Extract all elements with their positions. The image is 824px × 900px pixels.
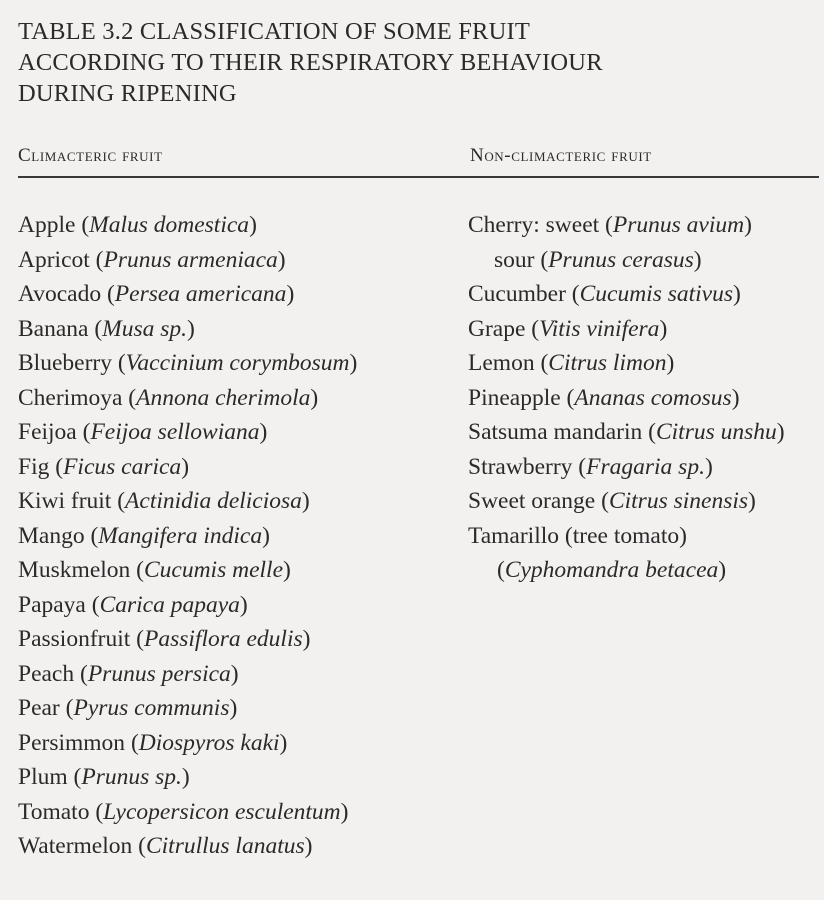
scientific-name: Feijoa sellowiana xyxy=(90,419,260,445)
fruit-entry: Pineapple (Ananas comosus) xyxy=(468,384,740,411)
scientific-name: Lycopersicon esculentum xyxy=(103,798,341,825)
scientific-name: Prunus armeniaca xyxy=(103,246,278,273)
fruit-entry: sour (Prunus cerasus) xyxy=(494,246,702,273)
scientific-name: Annona cherimola xyxy=(136,384,311,411)
fruit-entry: Peach (Prunus persica) xyxy=(18,660,239,687)
climacteric-column-header: Climacteric fruit xyxy=(18,145,163,166)
scientific-name: Citrus unshu xyxy=(655,419,777,445)
common-name: Satsuma mandarin xyxy=(468,419,643,445)
common-name: Plum xyxy=(18,764,68,790)
scientific-name: Cucumis melle xyxy=(143,557,283,583)
fruit-entry: Tamarillo (tree tomato) xyxy=(468,522,687,549)
fruit-entry: Passionfruit (Passiflora edulis) xyxy=(18,626,311,652)
scientific-name: Pyrus communis xyxy=(73,695,230,721)
common-name: Tamarillo xyxy=(468,522,560,549)
common-name: Peach xyxy=(18,660,75,687)
common-name: Tomato xyxy=(18,798,90,825)
fruit-entry: Cherimoya (Annona cherimola) xyxy=(18,384,319,411)
common-name: Mango xyxy=(18,522,85,549)
table-title-line: TABLE 3.2 CLASSIFICATION OF SOME FRUIT xyxy=(18,18,531,45)
common-name: Apricot xyxy=(18,246,90,273)
scientific-name: Musa sp. xyxy=(102,315,188,342)
scientific-name: Ananas comosus xyxy=(574,384,732,411)
common-name: Papaya xyxy=(18,591,86,618)
scientific-name: Ficus carica xyxy=(63,453,182,480)
fruit-entry: Apple (Malus domestica) xyxy=(18,212,257,238)
scientific-name: Persea americana xyxy=(114,281,287,307)
fruit-entry: Kiwi fruit (Actinidia deliciosa) xyxy=(18,488,310,514)
common-name: Passionfruit xyxy=(18,626,131,652)
common-name: Kiwi fruit xyxy=(18,488,112,514)
fruit-entry: Persimmon (Diospyros kaki) xyxy=(18,729,288,756)
header-rule xyxy=(18,176,819,178)
scientific-name: Citrullus lanatus xyxy=(145,833,305,859)
fruit-entry: Papaya (Carica papaya) xyxy=(18,591,248,618)
scientific-name: Prunus cerasus xyxy=(548,246,694,273)
fruit-entry: (Cyphomandra betacea) xyxy=(497,557,727,583)
fruit-entry: Feijoa (Feijoa sellowiana) xyxy=(18,419,268,445)
fruit-entry: Grape (Vitis vinifera) xyxy=(468,315,668,342)
scientific-name: Actinidia deliciosa xyxy=(125,488,302,514)
common-name: Avocado xyxy=(18,281,102,307)
common-name: Strawberry xyxy=(468,453,573,480)
fruit-entry: Apricot (Prunus armeniaca) xyxy=(18,246,286,273)
scientific-name: Mangifera indica xyxy=(98,522,263,549)
common-name: Cherimoya xyxy=(18,384,123,411)
scientific-name: Cyphomandra betacea xyxy=(504,557,719,583)
scientific-name: Fragaria sp. xyxy=(586,453,705,480)
common-name: Grape xyxy=(468,315,526,342)
fruit-entry: Fig (Ficus carica) xyxy=(18,453,190,480)
common-name: Fig xyxy=(18,453,50,480)
common-name: Persimmon xyxy=(18,729,126,756)
non-climacteric-fruit-list xyxy=(468,208,824,588)
common-name: Pear xyxy=(18,695,60,721)
fruit-entry: Avocado (Persea americana) xyxy=(18,281,295,307)
scientific-name: Cucumis sativus xyxy=(579,281,733,307)
common-name-note: tree tomato xyxy=(572,522,680,549)
fruit-entry: Banana (Musa sp.) xyxy=(18,315,195,342)
table-title-line: ACCORDING TO THEIR RESPIRATORY BEHAVIOUR xyxy=(18,49,603,76)
common-name: Muskmelon xyxy=(18,557,131,583)
table-title xyxy=(18,16,808,109)
common-name: Cherry: sweet xyxy=(468,212,600,238)
fruit-entry: Cucumber (Cucumis sativus) xyxy=(468,281,741,307)
scientific-name: Prunus avium xyxy=(612,212,745,238)
fruit-entry: Satsuma mandarin (Citrus unshu) xyxy=(468,419,785,445)
scientific-name: Prunus sp. xyxy=(81,764,182,790)
scientific-name: Citrus sinensis xyxy=(608,488,749,514)
table-title-line: DURING RIPENING xyxy=(18,80,237,107)
scientific-name: Diospyros kaki xyxy=(138,729,280,756)
common-name: Cucumber xyxy=(468,281,566,307)
fruit-entry: Blueberry (Vaccinium corymbosum) xyxy=(18,350,358,376)
scientific-name: Citrus limon xyxy=(548,350,667,376)
scientific-name: Vitis vinifera xyxy=(539,315,660,342)
common-name: Apple xyxy=(18,212,76,238)
common-name: Pineapple xyxy=(468,384,561,411)
fruit-entry: Strawberry (Fragaria sp.) xyxy=(468,453,713,480)
common-name: Banana xyxy=(18,315,89,342)
common-name: Sweet orange xyxy=(468,488,596,514)
fruit-entry: Mango (Mangifera indica) xyxy=(18,522,270,549)
scientific-name: Prunus persica xyxy=(87,660,231,687)
common-name: Lemon xyxy=(468,350,535,376)
fruit-entry: Muskmelon (Cucumis melle) xyxy=(18,557,291,583)
fruit-entry: Pear (Pyrus communis) xyxy=(18,695,238,721)
common-name: Blueberry xyxy=(18,350,112,376)
scientific-name: Vaccinium corymbosum xyxy=(125,350,350,376)
climacteric-fruit-list xyxy=(18,208,458,864)
scientific-name: Carica papaya xyxy=(99,591,240,618)
fruit-entry: Sweet orange (Citrus sinensis) xyxy=(468,488,756,514)
common-name: Watermelon xyxy=(18,833,133,859)
fruit-entry: Lemon (Citrus limon) xyxy=(468,350,675,376)
fruit-entry: Watermelon (Citrullus lanatus) xyxy=(18,833,313,859)
non-climacteric-column-header: Non-climacteric fruit xyxy=(470,145,652,166)
common-name: Feijoa xyxy=(18,419,77,445)
common-name: sour xyxy=(494,246,535,273)
scientific-name: Malus domestica xyxy=(89,212,250,238)
fruit-entry: Cherry: sweet (Prunus avium) xyxy=(468,212,752,238)
fruit-entry: Tomato (Lycopersicon esculentum) xyxy=(18,798,349,825)
scientific-name: Passiflora edulis xyxy=(143,626,303,652)
fruit-entry: Plum (Prunus sp.) xyxy=(18,764,190,790)
